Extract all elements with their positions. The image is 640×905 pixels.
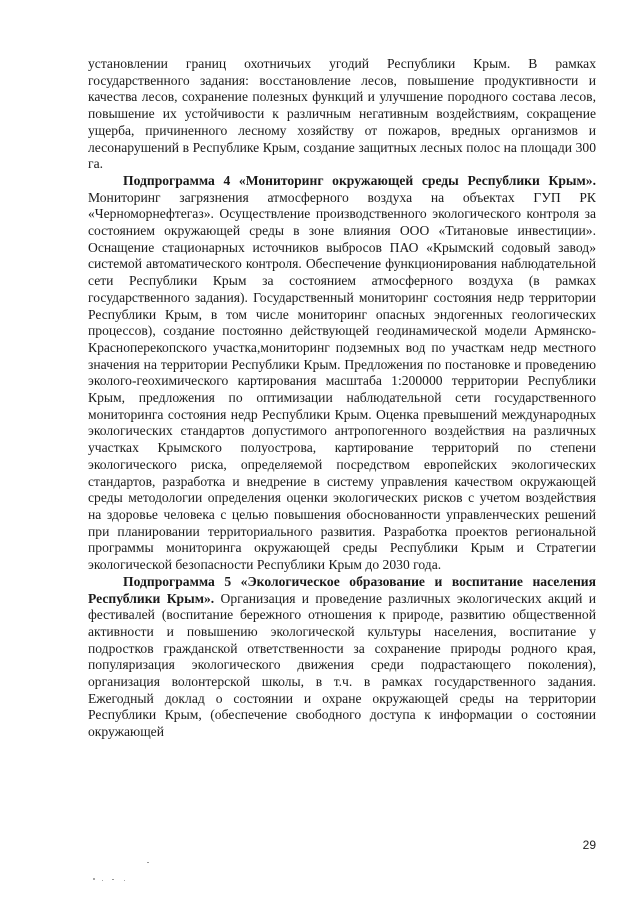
- paragraph-subprogram-4: [88, 173, 596, 574]
- scan-speck: [124, 880, 125, 881]
- paragraph-text: установлении границ охотничьих угодий Республики Крым. В рамках государственного задания: восстановление лесов, повышение продуктивности и качества лесов, сохранение полезных функций и улучшение породного состава лесов, повышение их устойчивости к различным негативным воздействиям, сокращение ущерба, причиненного лесному хозяйству от пожаров, вредных организмов и лесонарушений в Республике Крым, создание защитных лесных полос на площади 300 га.: [88, 56, 596, 172]
- body-text: [88, 56, 596, 741]
- scan-speck: [93, 878, 95, 880]
- subprogram-4-text: Мониторинг загрязнения атмосферного воздуха на объектах ГУП РК «Черноморнефтегаз». Осуществление производственного экологического контроля за состоянием окружающей среды в зоне влияния ООО «Титановые инвестиции». Оснащение стационарных источников выбросов ПАО «Крымский содовый завод» системой автоматического контроля. Обеспечение функционирования наблюдательной сети Республики Крым за состоянием атмосферного воздуха (в рамках государственного задания). Государственный мониторинг состояния недр территории Республики Крым, в том числе мониторинг опасных эндогенных геологических процессов), создание постоянно действующей геодинамической модели Армянско-Красноперекопского участка,мониторинг подземных вод по участкам недр местного значения на территории Республики Крым. Предложения по постановке и проведению эколого-геохимического картирования масштаба 1:200000 территории Республики Крым, предложения по оптимизации наблюдательной сети государственного мониторинга состояния недр Республики Крым. Оценка превышений международных экологических стандартов допустимого антропогенного воздействия на различных участках Крымского полуострова, картирование территорий по степени экологического риска, определяемой посредством европейских экологических стандартов, разработка и внедрение в систему управления качеством окружающей среды методологии определения оценки экологических рисков с учетом воздействия на здоровье человека с целью повышения обоснованности управленческих решений при планировании территориального развития. Разработка проектов региональной программы мониторинга окружающей среды Республики Крым и Стратегии экологической безопасности Республики Крым до 2030 года.: [88, 189, 596, 573]
- page-number: 29: [582, 838, 596, 852]
- paragraph-forests: [88, 56, 596, 173]
- scan-speck: [147, 862, 149, 863]
- paragraph-subprogram-5: [88, 574, 596, 741]
- scan-speck: [102, 880, 103, 881]
- subprogram-5-heading: Подпрограмма 5 «Экологическое образование и воспитание населения Республики Крым».: [88, 573, 596, 606]
- subprogram-4-heading: Подпрограмма 4 «Мониторинг окружающей среды Республики Крым».: [123, 172, 596, 188]
- subprogram-5-text: Организация и проведение различных экологических акций и фестивалей (воспитание бережного отношения к природе, развитию общественной активности и повышению экологической культуры населения, воспитание у подростков гражданской ответственности за сохранение природы родного края, популяризация экологического движения среди подрастающего поколения), организация волонтерской школы, в т.ч. в рамках государственного задания. Ежегодный доклад о состоянии и охране окружающей среды на территории Республики Крым, (обеспечение свободного доступа к информации о состоянии окружающей: [88, 590, 597, 740]
- scan-speck: [112, 879, 114, 880]
